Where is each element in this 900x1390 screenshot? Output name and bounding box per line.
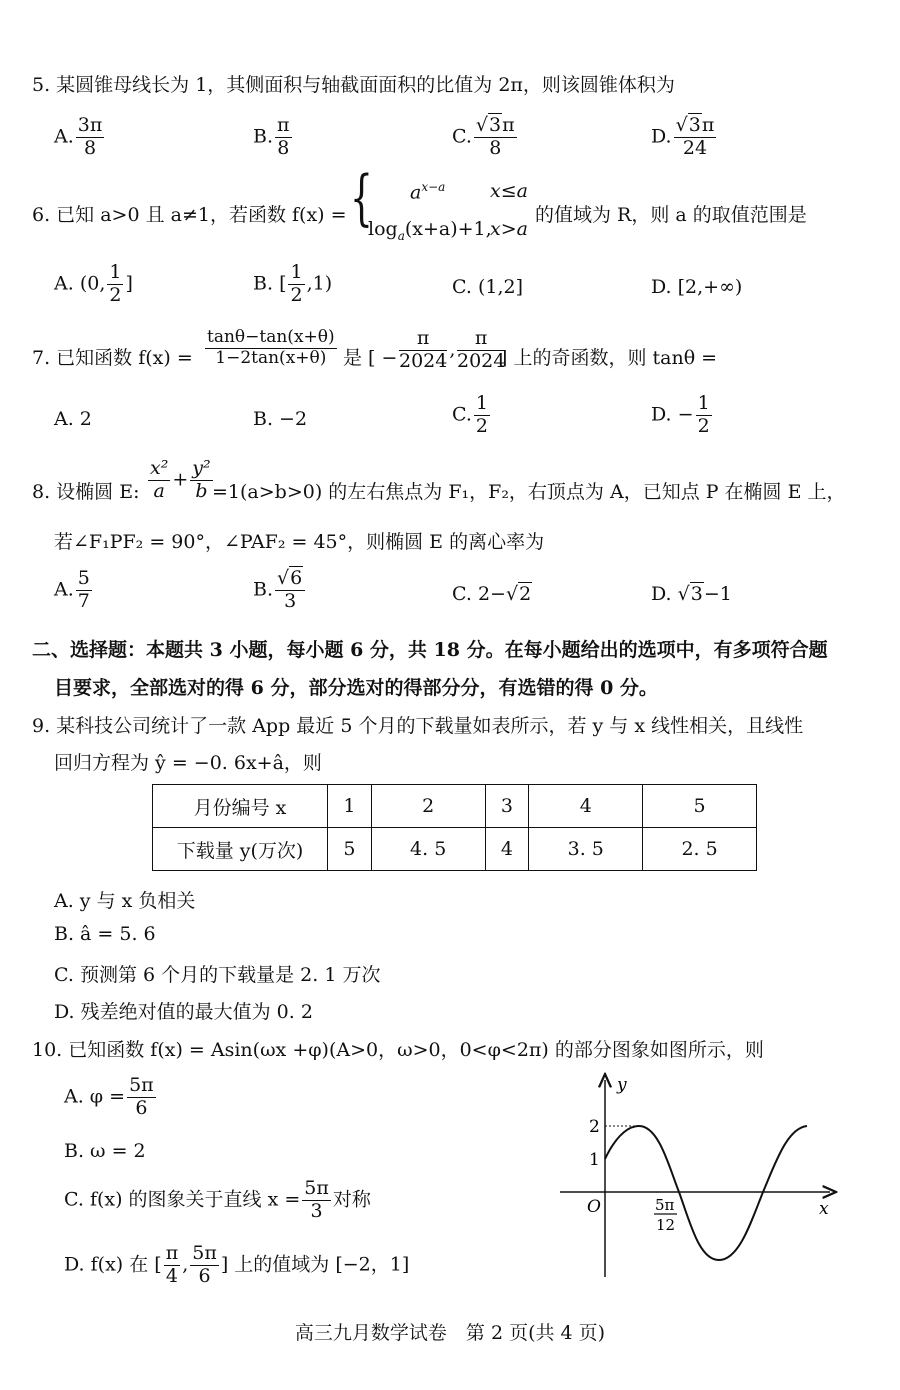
q8-stem-a: 8. 设椭圆 E: bbox=[32, 481, 140, 503]
table-cell: 5 bbox=[643, 785, 757, 828]
q7-option-a: A. 2 bbox=[54, 408, 92, 430]
q8-option-a: A. $\frac{5}{7}$ bbox=[54, 567, 90, 612]
q7-stem-a: 7. 已知函数 f(x) = bbox=[32, 347, 193, 369]
graph-tick-1: 1 bbox=[589, 1150, 600, 1170]
q6-piecewise bbox=[350, 163, 540, 250]
q8-option-c: C. 2−√2 bbox=[452, 583, 532, 605]
q5-option-a: A. $\frac{3\pi}{8}$ bbox=[54, 114, 103, 159]
q6-option-b: B. [ $\frac{1}{2}$ ,1) bbox=[253, 261, 333, 306]
q10-option-d: D. f(x) 在 [ $\frac{\pi}{4}$ , $\frac{5\pi}{6}$ ] 上的值域为 [−2，1] bbox=[64, 1242, 410, 1287]
table-cell: 2. 5 bbox=[643, 828, 757, 871]
q8-line2: 若∠F₁PF₂ = 90°，∠PAF₂ = 45°，则椭圆 E 的离心率为 bbox=[54, 531, 545, 553]
q9-line2: 回归方程为 ŷ = −0. 6x+â，则 bbox=[54, 752, 322, 774]
q7-option-d: D. − $\frac{1}{2}$ bbox=[651, 392, 710, 437]
q7-fraction: $\frac{\tan\theta-\tan(x+\theta)}{1-2\tan(x+\theta)}$ bbox=[207, 327, 335, 368]
q6-case2-expr: $\log_a(x+a)+1$, bbox=[368, 218, 492, 243]
q10-option-a: A. φ = $\frac{5\pi}{6}$ bbox=[64, 1074, 154, 1119]
q7-interval-right: $\frac{\pi}{2024}$ bbox=[457, 327, 506, 372]
q10-graph bbox=[555, 1072, 840, 1282]
q6-brace: { bbox=[350, 163, 373, 233]
q10-stem: 10. 已知函数 f(x) = Asin(ωx +φ)(A>0，ω>0，0<φ<2π) 的部分图象如图所示，则 bbox=[32, 1039, 764, 1061]
table-cell: 下载量 y(万次) bbox=[153, 828, 328, 871]
table-cell: 4. 5 bbox=[371, 828, 485, 871]
table-cell: 4 bbox=[529, 785, 643, 828]
table-cell: 1 bbox=[328, 785, 372, 828]
q10-option-c: C. f(x) 的图象关于直线 x = $\frac{5\pi}{3}$ 对称 bbox=[64, 1177, 371, 1222]
table-cell: 5 bbox=[328, 828, 372, 871]
q9-option-a: A. y 与 x 负相关 bbox=[54, 890, 196, 912]
page-footer: 高三九月数学试卷 第 2 页(共 4 页) bbox=[294, 1322, 606, 1344]
q9-option-c: C. 预测第 6 个月的下载量是 2. 1 万次 bbox=[54, 964, 381, 986]
q6-case1-expr: $a^{x-a}$ bbox=[410, 180, 446, 204]
q7-stem-b: 是 [ − bbox=[343, 347, 398, 369]
q5-option-d: D. $\frac{√3\pi}{24}$ bbox=[651, 114, 715, 159]
q6-option-d: D. [2,+∞) bbox=[651, 276, 743, 298]
q5-option-c: C. $\frac{√3\pi}{8}$ bbox=[452, 114, 515, 159]
q5-stem: 5. 某圆锥母线长为 1，其侧面积与轴截面面积的比值为 2π，则该圆锥体积为 bbox=[32, 74, 675, 96]
q7-interval-left: $\frac{\pi}{2024}$ , bbox=[399, 327, 456, 372]
q7-option-b: B. −2 bbox=[253, 408, 308, 430]
graph-y-label: y bbox=[617, 1075, 627, 1095]
q5-option-b: B. $\frac{\pi}{8}$ bbox=[253, 114, 290, 159]
table-row bbox=[153, 785, 757, 828]
table-cell: 3. 5 bbox=[529, 828, 643, 871]
q6-stem-b: 的值域为 R，则 a 的取值范围是 bbox=[535, 204, 807, 226]
graph-x-label: x bbox=[819, 1199, 829, 1219]
q6-option-a: A. (0, $\frac{1}{2}$ ] bbox=[54, 261, 133, 306]
q9-line1: 9. 某科技公司统计了一款 App 最近 5 个月的下载量如表所示，若 y 与 x 线性相关，且线性 bbox=[32, 715, 804, 737]
table-cell: 月份编号 x bbox=[153, 785, 328, 828]
graph-x-tick-den: 12 bbox=[656, 1216, 676, 1234]
q10-option-b: B. ω = 2 bbox=[64, 1140, 146, 1162]
section2-line2: 目要求，全部选对的得 6 分，部分选对的得部分分，有选错的得 0 分。 bbox=[54, 677, 658, 699]
q6-stem-a: 6. 已知 a>0 且 a≠1，若函数 f(x) = bbox=[32, 204, 347, 226]
table-cell: 3 bbox=[485, 785, 529, 828]
q9-option-d: D. 残差绝对值的最大值为 0. 2 bbox=[54, 1001, 313, 1023]
table-cell: 2 bbox=[371, 785, 485, 828]
sine-curve bbox=[605, 1126, 807, 1260]
graph-tick-2: 2 bbox=[589, 1117, 600, 1137]
q9-download-table bbox=[152, 784, 757, 871]
q8-option-d: D. √3−1 bbox=[651, 583, 732, 605]
graph-origin: O bbox=[587, 1197, 601, 1217]
q6-case2-cond: x>a bbox=[490, 218, 528, 240]
q8-ellipse-eq: $\frac{\text{x²}}{a}$ + $\frac{\text{y²}}{b}$ bbox=[150, 457, 211, 502]
table-row bbox=[153, 828, 757, 871]
q9-option-b: B. â = 5. 6 bbox=[54, 923, 156, 945]
table-cell: 4 bbox=[485, 828, 529, 871]
graph-x-tick-num: 5π bbox=[655, 1196, 675, 1214]
q6-option-c: C. (1,2] bbox=[452, 276, 523, 298]
q8-option-b: B. $\frac{√6}{3}$ bbox=[253, 568, 307, 613]
q6-case1-cond: x≤a bbox=[490, 180, 528, 202]
q7-stem-c: ] 上的奇函数，则 tanθ = bbox=[500, 347, 718, 369]
q7-option-c: C. $\frac{1}{2}$ bbox=[452, 392, 488, 437]
section2-line1: 二、选择题：本题共 3 小题，每小题 6 分，共 18 分。在每小题给出的选项中，有多项符合题 bbox=[32, 639, 828, 661]
q8-stem-b: =1(a>b>0) 的左右焦点为 F₁，F₂，右顶点为 A，已知点 P 在椭圆 E 上， bbox=[212, 481, 846, 503]
